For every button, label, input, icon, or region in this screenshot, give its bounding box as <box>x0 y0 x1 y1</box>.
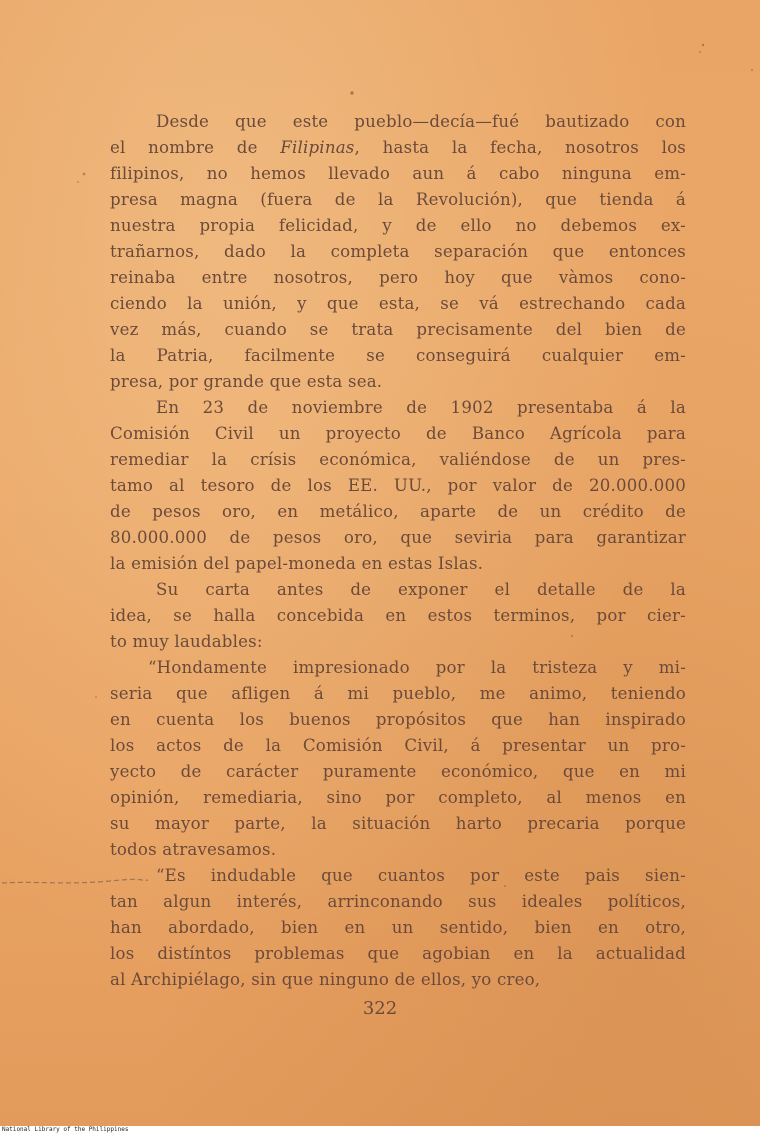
text-line: el nombre de Filipinas, hasta la fecha, nosotros los <box>110 138 686 157</box>
text-line: Comisión Civil un proyecto de Banco Agrícola para <box>110 424 686 443</box>
text-line: la Patria, facilmente se conseguirá cualquier em- <box>110 346 686 365</box>
text-line: los distíntos problemas que agobian en la actualidad <box>110 944 686 963</box>
text-line: los actos de la Comisión Civil, á presentar un pro- <box>110 736 686 755</box>
text-line: presa, por grande que esta sea. <box>110 372 383 391</box>
text-line: todos atravesamos. <box>110 840 277 859</box>
paragraph <box>110 655 686 863</box>
text-line: En 23 de noviembre de 1902 presentaba á la <box>156 398 686 417</box>
text-line: presa magna (fuera de la Revolución), que tienda á <box>110 190 686 209</box>
text-line: opinión, remediaria, sino por completo, al menos en <box>110 788 686 807</box>
text-line: en cuenta los buenos propósitos que han inspirado <box>110 710 686 729</box>
text-line: trañarnos, dado la completa separación que entonces <box>110 242 686 261</box>
text-line: seria que afligen á mi pueblo, me animo, teniendo <box>110 684 686 703</box>
text-line: to muy laudables: <box>110 632 263 651</box>
text-line: ciendo la unión, y que esta, se vá estrechando cada <box>110 294 686 313</box>
text-line: “Hondamente impresionado por la tristeza y mi- <box>148 658 686 677</box>
text-line: de pesos oro, en metálico, aparte de un crédito de <box>110 502 686 521</box>
paragraph <box>110 395 686 577</box>
text-line: filipinos, no hemos llevado aun á cabo ninguna em- <box>110 164 686 183</box>
text-line: yecto de carácter puramente económico, que en mi <box>110 762 686 781</box>
text-line: remediar la crísis económica, valiéndose de un pres- <box>110 450 686 469</box>
text-line: 80.000.000 de pesos oro, que seviria para garantizar <box>110 528 686 547</box>
page-number: 322 <box>362 998 398 1019</box>
body-text <box>110 109 686 993</box>
text-line: su mayor parte, la situación harto precaria porque <box>110 814 686 833</box>
italic-word: Filipinas <box>280 138 355 157</box>
text-line: tamo al tesoro de los EE. UU., por valor de 20.000.000 <box>110 476 686 495</box>
text-line: han abordado, bien en un sentido, bien en otro, <box>110 918 686 937</box>
paragraph <box>110 577 686 655</box>
text-line: reinaba entre nosotros, pero hoy que vàmos cono- <box>110 268 686 287</box>
text-line: vez más, cuando se trata precisamente del bien de <box>110 320 686 339</box>
text-line: Desde que este pueblo—decía—fué bautizado con <box>156 112 686 131</box>
text-line: idea, se halla concebida en estos terminos, por cier- <box>110 606 686 625</box>
paragraph <box>110 109 686 395</box>
text-line: Su carta antes de exponer el detalle de la <box>156 580 686 599</box>
text-line: la emisión del papel-moneda en estas Islas. <box>110 554 484 573</box>
text-line: nuestra propia felicidad, y de ello no debemos ex- <box>110 216 686 235</box>
paragraph <box>110 863 686 993</box>
text-line: “Es indudable que cuantos por este pais sien- <box>156 866 686 885</box>
text-line: al Archipiélago, sin que ninguno de ellos, yo creo, <box>110 970 541 989</box>
text-line: tan algun interés, arrinconando sus ideales políticos, <box>110 892 686 911</box>
library-credit: National Library of the Philippines <box>2 1126 129 1133</box>
